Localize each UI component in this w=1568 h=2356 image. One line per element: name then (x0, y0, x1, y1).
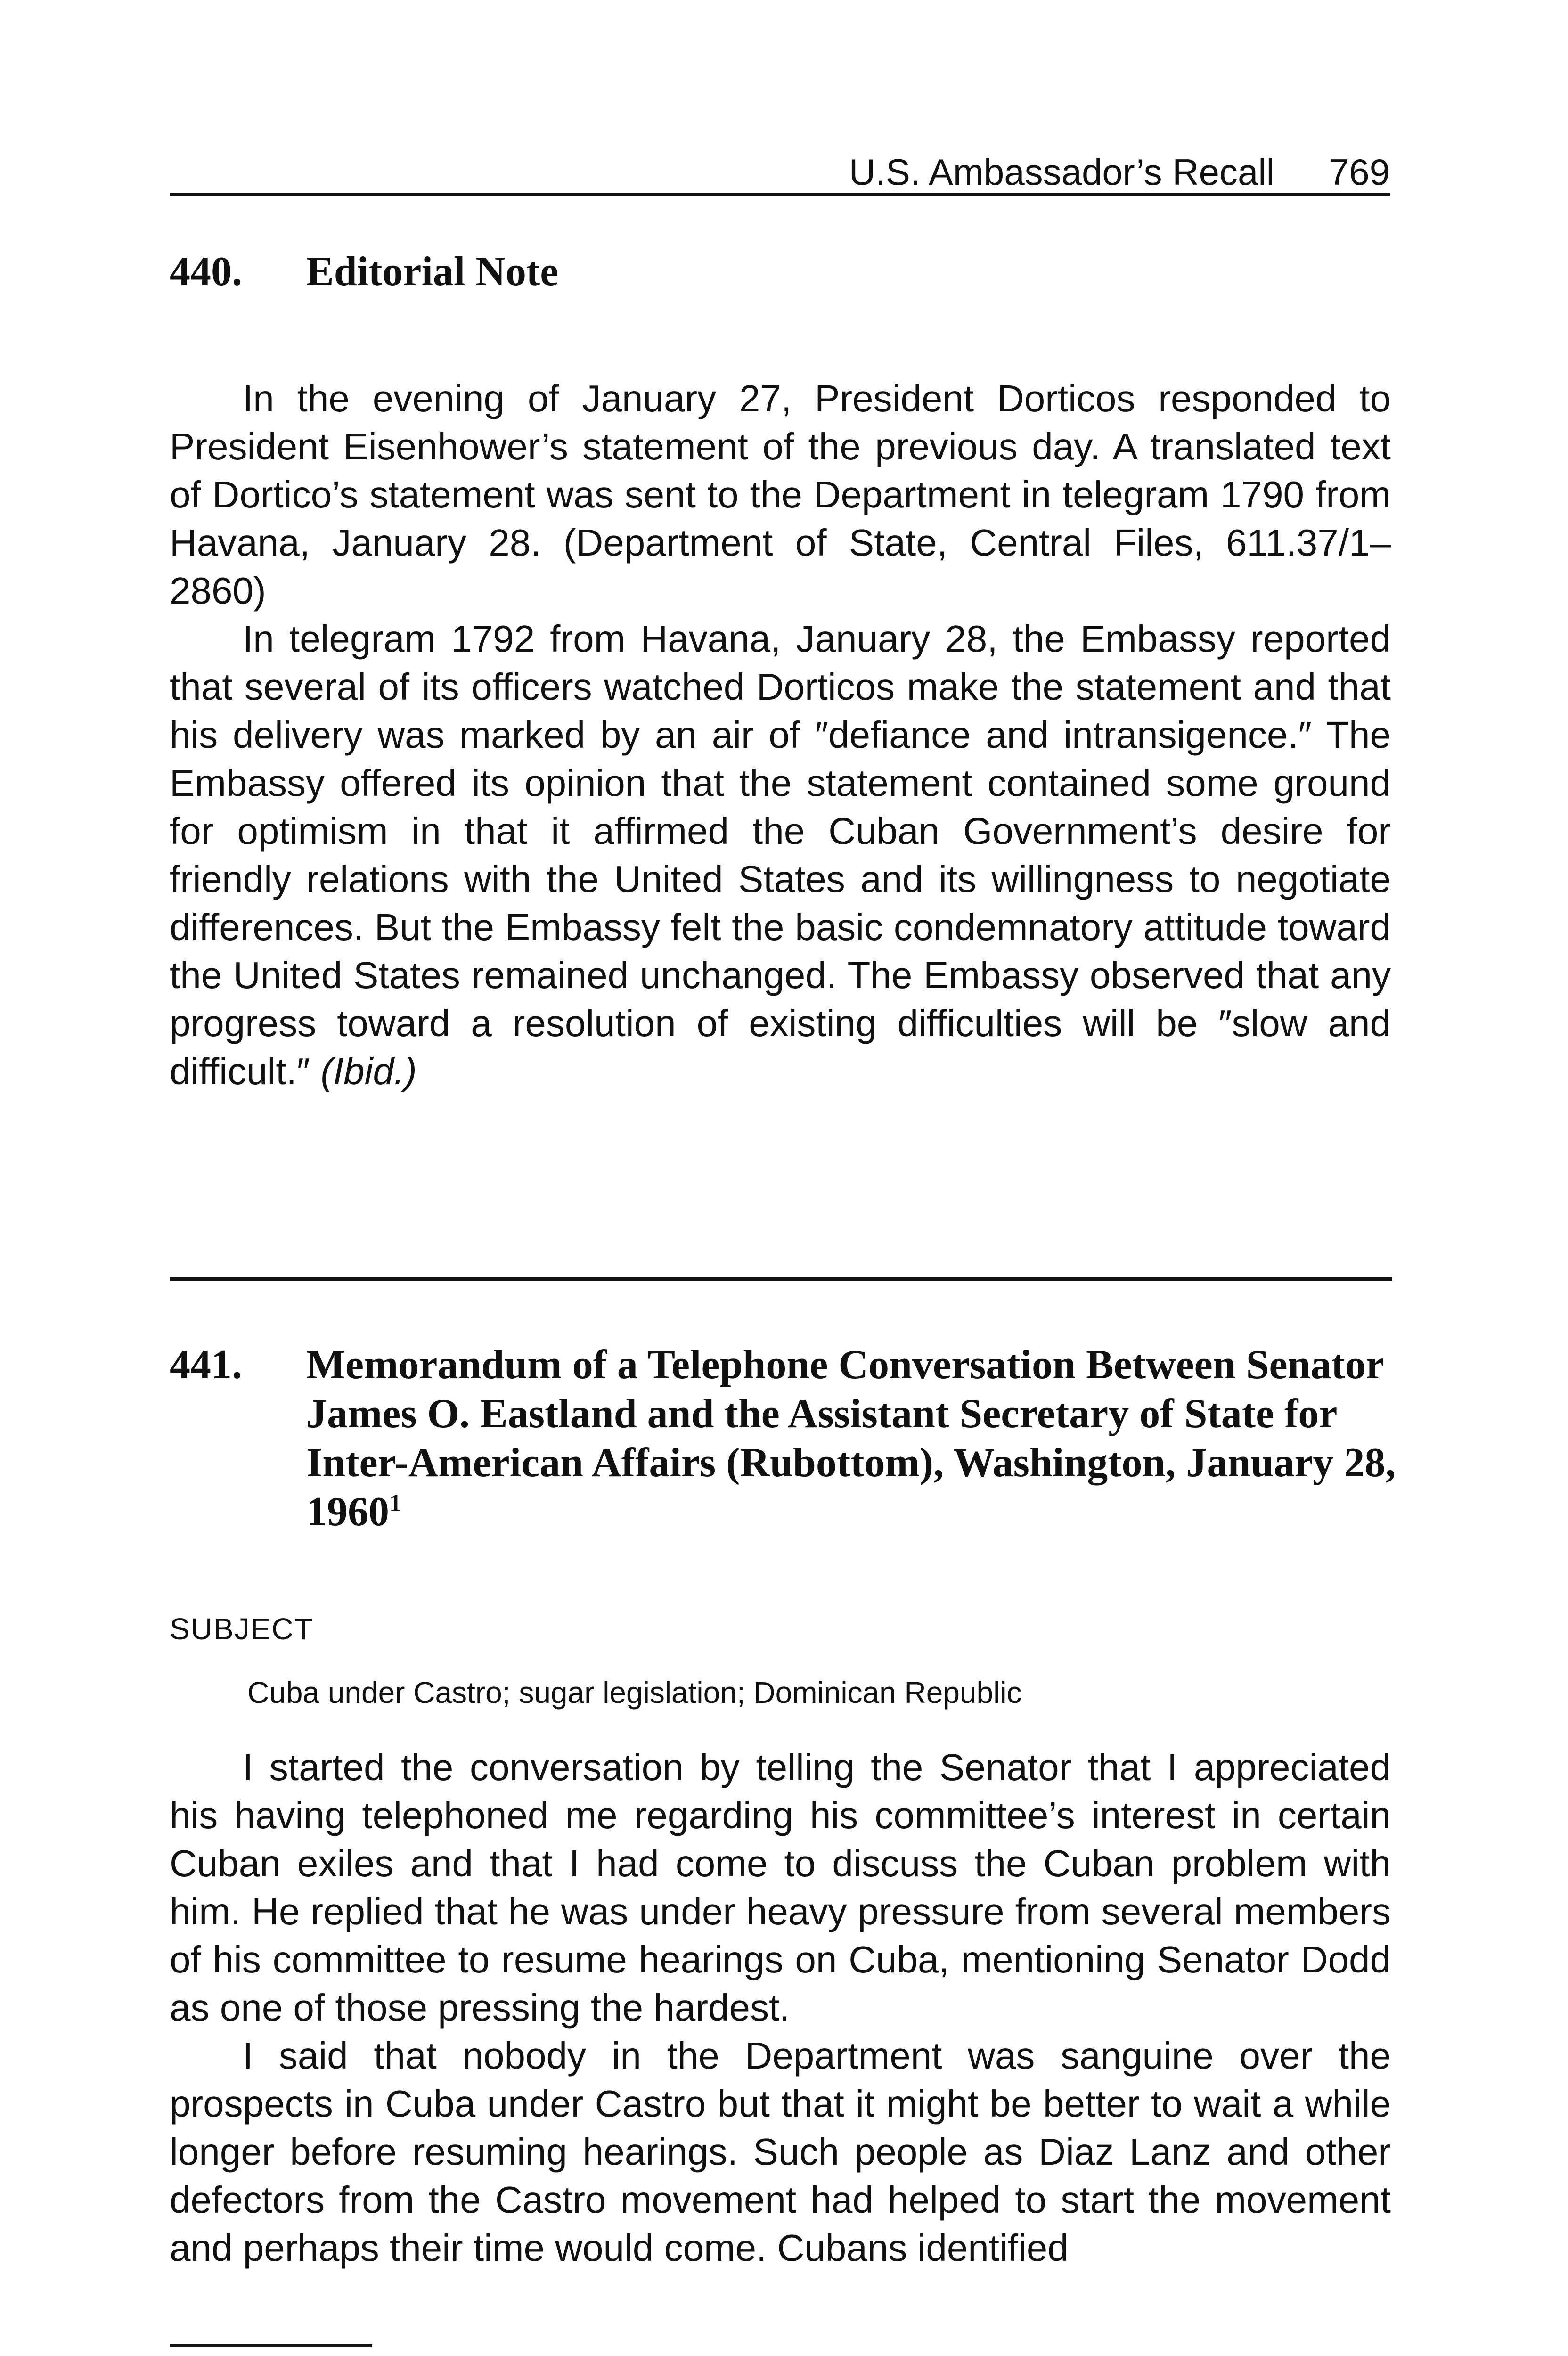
subject-label: SUBJECT (170, 1612, 314, 1646)
subject-text: Cuba under Castro; sugar legislation; Dominican Republic (247, 1676, 1022, 1710)
document-440-heading (170, 247, 1395, 299)
document-441-number: 441. (170, 1342, 242, 1388)
footnote-reference[interactable]: 1 (389, 1489, 401, 1517)
memorandum-body (170, 1743, 1391, 2272)
editorial-note-paragraph-2 (170, 615, 1391, 1096)
memorandum-paragraph-2: I said that nobody in the Department was sanguine over the prospects in Cuba under Castro but that it might be better to wait a while longer before resuming hearings. Such people as Diaz Lanz and other defectors from the Castro movement had helped to start the movement and perhaps their time would come. Cubans identified (170, 2035, 1391, 2269)
section-divider (170, 1277, 1392, 1281)
running-header (170, 141, 1390, 196)
document-441-heading (170, 1341, 1395, 1548)
page-number: 769 (1328, 151, 1390, 193)
running-header-title: U.S. Ambassador’s Recall (849, 151, 1274, 193)
document-440-number: 440. (170, 249, 242, 294)
editorial-note-paragraph-2-text: In telegram 1792 from Havana, January 28, the Embassy reported that several of its officers watched Dorticos make the statement and that his delivery was marked by an air of ″defiance and intransigence.″ The Embassy offered its opinion that the statement contained some ground for optimism in that it affirmed the Cuban Government’s desire for friendly relations with the United States and its willingness to negotiate differences. But the Embassy felt the basic condemnatory attitude toward the United States remained unchanged. The Embassy observed that any progress toward a resolution of existing difficulties will be ″slow and difficult.″ (170, 618, 1391, 1092)
memorandum-paragraph-1: I started the conversation by telling the Senator that I appreciated his having telephoned me regarding his committee’s interest in certain Cuban exiles and that I had come to discuss the Cuban problem with him. He replied that he was under heavy pressure from several members of his committee to resume hearings on Cuba, mentioning Senator Dodd as one of those pressing the hardest. (170, 1746, 1391, 2029)
document-441-title: Memorandum of a Telephone Conversation Between Senator James O. Eastland and the Assistant Secretary of State for Inter-American Affairs (Rubottom), Washington, January 28, 1960 (306, 1342, 1396, 1535)
ibid-citation: (Ibid.) (320, 1050, 417, 1092)
editorial-note-body (170, 375, 1391, 1096)
document-441-title-block (306, 1341, 1437, 1537)
document-440-title: Editorial Note (306, 249, 559, 294)
footnote-rule (170, 2344, 372, 2347)
editorial-note-paragraph-1: In the evening of January 27, President Dorticos responded to President Eisenhower’s statement of the previous day. A translated text of Dortico’s statement was sent to the Department in telegram 1790 from Havana, January 28. (Department of State, Central Files, 611.37/1–2860) (170, 377, 1391, 612)
